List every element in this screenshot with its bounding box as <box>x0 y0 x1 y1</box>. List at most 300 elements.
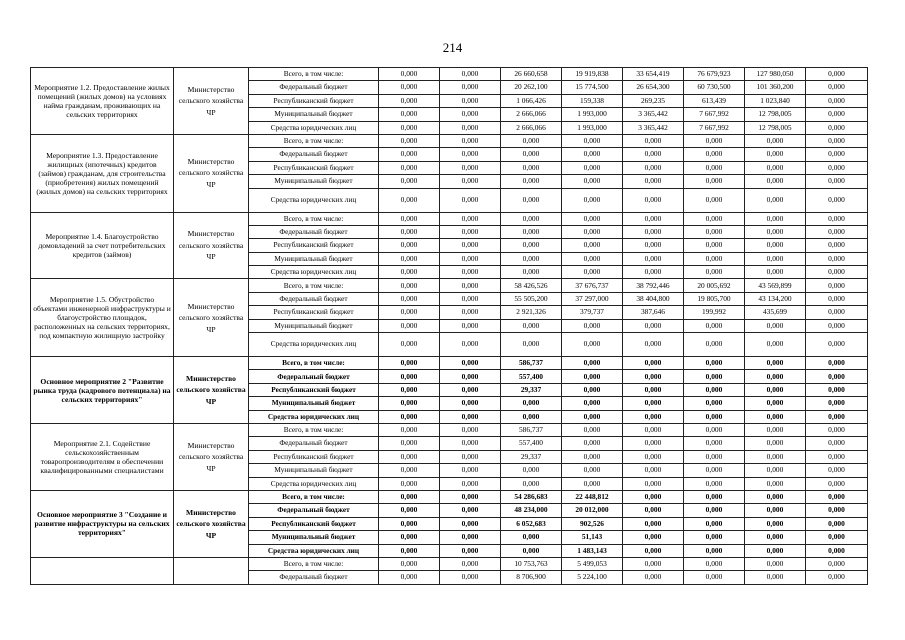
amount-cell: 379,737 <box>562 306 623 319</box>
amount-cell: 557,400 <box>501 437 562 450</box>
amount-cell: 0,000 <box>379 397 440 410</box>
amount-cell: 0,000 <box>440 333 501 357</box>
funding-source-cell: Всего, в том числе: <box>249 557 379 570</box>
amount-cell: 0,000 <box>379 531 440 544</box>
amount-cell: 435,699 <box>745 306 806 319</box>
amount-cell: 0,000 <box>745 477 806 490</box>
amount-cell: 0,000 <box>440 68 501 81</box>
funding-source-cell: Средства юридических лиц <box>249 266 379 279</box>
amount-cell: 0,000 <box>745 517 806 530</box>
amount-cell: 26 654,300 <box>623 81 684 94</box>
funding-source-cell: Федеральный бюджет <box>249 437 379 450</box>
amount-cell: 0,000 <box>623 571 684 584</box>
table-row <box>31 68 868 81</box>
amount-cell: 0,000 <box>806 306 868 319</box>
executor-cell: Министерство сельского хозяйства ЧР <box>174 212 249 279</box>
funding-source-cell: Средства юридических лиц <box>249 544 379 557</box>
amount-cell: 55 505,200 <box>501 292 562 305</box>
amount-cell: 7 667,992 <box>684 108 745 121</box>
amount-cell: 0,000 <box>440 225 501 238</box>
amount-cell: 0,000 <box>745 148 806 161</box>
amount-cell: 0,000 <box>440 161 501 174</box>
amount-cell: 0,000 <box>623 557 684 570</box>
funding-source-cell: Муниципальный бюджет <box>249 397 379 410</box>
amount-cell: 0,000 <box>684 450 745 463</box>
amount-cell: 0,000 <box>501 175 562 188</box>
amount-cell: 0,000 <box>440 423 501 436</box>
amount-cell: 0,000 <box>623 517 684 530</box>
amount-cell: 0,000 <box>684 437 745 450</box>
amount-cell: 0,000 <box>745 450 806 463</box>
amount-cell: 0,000 <box>806 397 868 410</box>
amount-cell: 0,000 <box>379 504 440 517</box>
amount-cell: 0,000 <box>806 212 868 225</box>
amount-cell: 0,000 <box>623 225 684 238</box>
amount-cell: 0,000 <box>379 134 440 147</box>
amount-cell: 20 262,100 <box>501 81 562 94</box>
amount-cell: 0,000 <box>379 279 440 292</box>
amount-cell: 0,000 <box>501 333 562 357</box>
amount-cell: 0,000 <box>379 544 440 557</box>
amount-cell: 0,000 <box>440 306 501 319</box>
funding-source-cell: Республиканский бюджет <box>249 94 379 107</box>
amount-cell: 0,000 <box>501 239 562 252</box>
amount-cell: 269,235 <box>623 94 684 107</box>
amount-cell: 0,000 <box>745 319 806 332</box>
table-row <box>31 557 868 570</box>
amount-cell: 0,000 <box>806 333 868 357</box>
amount-cell: 0,000 <box>501 148 562 161</box>
funding-source-cell: Муниципальный бюджет <box>249 108 379 121</box>
amount-cell: 0,000 <box>379 212 440 225</box>
amount-cell: 10 753,763 <box>501 557 562 570</box>
amount-cell: 0,000 <box>501 319 562 332</box>
amount-cell: 0,000 <box>379 68 440 81</box>
amount-cell: 0,000 <box>501 544 562 557</box>
amount-cell: 0,000 <box>623 333 684 357</box>
amount-cell: 1 023,840 <box>745 94 806 107</box>
amount-cell: 3 365,442 <box>623 121 684 134</box>
amount-cell: 0,000 <box>806 292 868 305</box>
executor-cell <box>174 557 249 584</box>
amount-cell: 0,000 <box>379 239 440 252</box>
amount-cell: 5 224,100 <box>562 571 623 584</box>
amount-cell: 0,000 <box>745 161 806 174</box>
amount-cell: 0,000 <box>684 370 745 383</box>
amount-cell: 0,000 <box>440 544 501 557</box>
amount-cell: 0,000 <box>440 94 501 107</box>
funding-source-cell: Всего, в том числе: <box>249 490 379 503</box>
event-name-cell: Мероприятие 1.2. Предоставление жилых помещений (жилых домов) на условиях найма гражданам, проживающих на сельских территориях <box>31 68 174 135</box>
amount-cell: 0,000 <box>806 357 868 370</box>
funding-source-cell: Средства юридических лиц <box>249 477 379 490</box>
amount-cell: 29,337 <box>501 383 562 396</box>
funding-source-cell: Федеральный бюджет <box>249 292 379 305</box>
amount-cell: 0,000 <box>562 319 623 332</box>
amount-cell: 0,000 <box>562 423 623 436</box>
amount-cell: 0,000 <box>440 108 501 121</box>
amount-cell: 0,000 <box>806 175 868 188</box>
amount-cell: 0,000 <box>440 477 501 490</box>
amount-cell: 0,000 <box>806 134 868 147</box>
funding-source-cell: Федеральный бюджет <box>249 148 379 161</box>
amount-cell: 0,000 <box>379 121 440 134</box>
amount-cell: 0,000 <box>745 423 806 436</box>
funding-source-cell: Всего, в том числе: <box>249 279 379 292</box>
amount-cell: 0,000 <box>440 490 501 503</box>
amount-cell: 0,000 <box>623 383 684 396</box>
amount-cell: 0,000 <box>440 319 501 332</box>
executor-cell: Министерство сельского хозяйства ЧР <box>174 134 249 212</box>
amount-cell: 0,000 <box>806 517 868 530</box>
amount-cell: 0,000 <box>745 464 806 477</box>
amount-cell: 557,400 <box>501 370 562 383</box>
amount-cell: 0,000 <box>562 266 623 279</box>
table-row <box>31 357 868 370</box>
amount-cell: 0,000 <box>562 212 623 225</box>
amount-cell: 0,000 <box>745 557 806 570</box>
amount-cell: 0,000 <box>806 252 868 265</box>
amount-cell: 0,000 <box>379 517 440 530</box>
amount-cell: 0,000 <box>745 490 806 503</box>
amount-cell: 0,000 <box>562 333 623 357</box>
amount-cell: 0,000 <box>623 490 684 503</box>
amount-cell: 29,337 <box>501 450 562 463</box>
amount-cell: 0,000 <box>806 437 868 450</box>
amount-cell: 1 993,000 <box>562 108 623 121</box>
amount-cell: 0,000 <box>440 437 501 450</box>
amount-cell: 0,000 <box>440 212 501 225</box>
amount-cell: 0,000 <box>440 81 501 94</box>
amount-cell: 0,000 <box>379 94 440 107</box>
amount-cell: 0,000 <box>806 383 868 396</box>
amount-cell: 0,000 <box>745 188 806 212</box>
amount-cell: 0,000 <box>745 504 806 517</box>
amount-cell: 0,000 <box>684 397 745 410</box>
amount-cell: 0,000 <box>501 161 562 174</box>
amount-cell: 0,000 <box>623 504 684 517</box>
amount-cell: 0,000 <box>440 279 501 292</box>
amount-cell: 0,000 <box>379 410 440 423</box>
amount-cell: 12 798,005 <box>745 108 806 121</box>
amount-cell: 0,000 <box>562 175 623 188</box>
amount-cell: 0,000 <box>623 161 684 174</box>
amount-cell: 0,000 <box>501 531 562 544</box>
amount-cell: 0,000 <box>684 464 745 477</box>
amount-cell: 0,000 <box>684 571 745 584</box>
funding-source-cell: Средства юридических лиц <box>249 188 379 212</box>
executor-cell: Министерство сельского хозяйства ЧР <box>174 357 249 424</box>
funding-source-cell: Средства юридических лиц <box>249 333 379 357</box>
amount-cell: 0,000 <box>379 437 440 450</box>
funding-source-cell: Муниципальный бюджет <box>249 319 379 332</box>
amount-cell: 0,000 <box>684 225 745 238</box>
amount-cell: 5 499,053 <box>562 557 623 570</box>
amount-cell: 0,000 <box>623 148 684 161</box>
funding-source-cell: Республиканский бюджет <box>249 450 379 463</box>
amount-cell: 0,000 <box>379 333 440 357</box>
amount-cell: 0,000 <box>379 188 440 212</box>
amount-cell: 387,646 <box>623 306 684 319</box>
event-name-cell: Основное мероприятие 2 "Развитие рынка труда (кадрового потенциала) на сельских территориях" <box>31 357 174 424</box>
amount-cell: 0,000 <box>684 252 745 265</box>
amount-cell: 0,000 <box>562 225 623 238</box>
funding-source-cell: Всего, в том числе: <box>249 68 379 81</box>
amount-cell: 0,000 <box>440 517 501 530</box>
amount-cell: 0,000 <box>806 370 868 383</box>
amount-cell: 2 921,326 <box>501 306 562 319</box>
amount-cell: 0,000 <box>379 306 440 319</box>
amount-cell: 0,000 <box>501 225 562 238</box>
amount-cell: 0,000 <box>684 212 745 225</box>
amount-cell: 0,000 <box>684 410 745 423</box>
funding-source-cell: Республиканский бюджет <box>249 161 379 174</box>
amount-cell: 0,000 <box>379 175 440 188</box>
amount-cell: 0,000 <box>806 148 868 161</box>
amount-cell: 19 919,838 <box>562 68 623 81</box>
amount-cell: 48 234,000 <box>501 504 562 517</box>
amount-cell: 0,000 <box>379 357 440 370</box>
amount-cell: 7 667,992 <box>684 121 745 134</box>
amount-cell: 0,000 <box>684 544 745 557</box>
amount-cell: 0,000 <box>806 557 868 570</box>
amount-cell: 0,000 <box>379 81 440 94</box>
amount-cell: 12 798,005 <box>745 121 806 134</box>
page-number: 214 <box>442 40 463 55</box>
event-name-cell: Мероприятие 2.1. Содействие сельскохозяйственным товаропроизводителям в обеспечении квалифицированными специалистами <box>31 423 174 490</box>
amount-cell: 0,000 <box>745 225 806 238</box>
amount-cell: 0,000 <box>684 148 745 161</box>
event-name-cell: Мероприятие 1.4. Благоустройство домовладений за счет потребительских кредитов (займов) <box>31 212 174 279</box>
amount-cell: 0,000 <box>440 121 501 134</box>
amount-cell: 0,000 <box>684 175 745 188</box>
amount-cell: 2 666,066 <box>501 121 562 134</box>
amount-cell: 0,000 <box>806 450 868 463</box>
amount-cell: 38 404,800 <box>623 292 684 305</box>
amount-cell: 199,992 <box>684 306 745 319</box>
executor-cell: Министерство сельского хозяйства ЧР <box>174 68 249 135</box>
amount-cell: 0,000 <box>745 134 806 147</box>
event-name-cell <box>31 557 174 584</box>
funding-source-cell: Всего, в том числе: <box>249 357 379 370</box>
amount-cell: 0,000 <box>440 148 501 161</box>
amount-cell: 0,000 <box>379 383 440 396</box>
amount-cell: 0,000 <box>379 148 440 161</box>
table-row <box>31 279 868 292</box>
amount-cell: 0,000 <box>623 319 684 332</box>
amount-cell: 0,000 <box>806 121 868 134</box>
amount-cell: 0,000 <box>440 134 501 147</box>
amount-cell: 0,000 <box>623 212 684 225</box>
amount-cell: 0,000 <box>623 397 684 410</box>
amount-cell: 0,000 <box>745 531 806 544</box>
amount-cell: 0,000 <box>684 134 745 147</box>
amount-cell: 0,000 <box>440 175 501 188</box>
amount-cell: 0,000 <box>623 464 684 477</box>
amount-cell: 1 993,000 <box>562 121 623 134</box>
amount-cell: 0,000 <box>745 175 806 188</box>
amount-cell: 0,000 <box>806 464 868 477</box>
amount-cell: 0,000 <box>623 134 684 147</box>
amount-cell: 0,000 <box>379 266 440 279</box>
amount-cell: 127 980,050 <box>745 68 806 81</box>
funding-source-cell: Средства юридических лиц <box>249 410 379 423</box>
amount-cell: 43 569,899 <box>745 279 806 292</box>
amount-cell: 22 448,812 <box>562 490 623 503</box>
amount-cell: 0,000 <box>562 464 623 477</box>
amount-cell: 0,000 <box>379 490 440 503</box>
amount-cell: 0,000 <box>745 437 806 450</box>
event-name-cell: Мероприятие 1.5. Обустройство объектами инженерной инфраструктуры и благоустройство площадок, расположенных на сельских территориях, под компактную жилищную застройку <box>31 279 174 357</box>
amount-cell: 0,000 <box>745 370 806 383</box>
amount-cell: 0,000 <box>623 450 684 463</box>
amount-cell: 0,000 <box>379 464 440 477</box>
amount-cell: 0,000 <box>379 161 440 174</box>
amount-cell: 15 774,500 <box>562 81 623 94</box>
funding-source-cell: Всего, в том числе: <box>249 134 379 147</box>
amount-cell: 0,000 <box>745 383 806 396</box>
amount-cell: 0,000 <box>379 252 440 265</box>
amount-cell: 0,000 <box>440 266 501 279</box>
amount-cell: 0,000 <box>806 279 868 292</box>
amount-cell: 0,000 <box>745 212 806 225</box>
amount-cell: 0,000 <box>684 319 745 332</box>
amount-cell: 3 365,442 <box>623 108 684 121</box>
amount-cell: 0,000 <box>562 370 623 383</box>
amount-cell: 0,000 <box>623 544 684 557</box>
event-name-cell: Основное мероприятие 3 "Создание и развитие инфраструктуры на сельских территориях" <box>31 490 174 557</box>
amount-cell: 37 676,737 <box>562 279 623 292</box>
table-body <box>31 68 868 585</box>
amount-cell: 6 052,683 <box>501 517 562 530</box>
amount-cell: 60 730,500 <box>684 81 745 94</box>
amount-cell: 0,000 <box>379 225 440 238</box>
amount-cell: 0,000 <box>806 81 868 94</box>
table-row <box>31 134 868 147</box>
funding-source-cell: Республиканский бюджет <box>249 383 379 396</box>
funding-source-cell: Средства юридических лиц <box>249 121 379 134</box>
amount-cell: 51,143 <box>562 531 623 544</box>
amount-cell: 2 666,066 <box>501 108 562 121</box>
amount-cell: 0,000 <box>562 161 623 174</box>
table-row <box>31 490 868 503</box>
amount-cell: 0,000 <box>745 571 806 584</box>
amount-cell: 0,000 <box>440 450 501 463</box>
amount-cell: 0,000 <box>623 175 684 188</box>
amount-cell: 0,000 <box>562 134 623 147</box>
amount-cell: 0,000 <box>440 252 501 265</box>
amount-cell: 0,000 <box>623 410 684 423</box>
funding-source-cell: Республиканский бюджет <box>249 517 379 530</box>
amount-cell: 0,000 <box>806 544 868 557</box>
funding-source-cell: Федеральный бюджет <box>249 571 379 584</box>
amount-cell: 0,000 <box>562 148 623 161</box>
amount-cell: 0,000 <box>745 397 806 410</box>
amount-cell: 0,000 <box>440 239 501 252</box>
amount-cell: 0,000 <box>684 477 745 490</box>
amount-cell: 0,000 <box>684 490 745 503</box>
amount-cell: 0,000 <box>806 319 868 332</box>
amount-cell: 0,000 <box>501 397 562 410</box>
amount-cell: 0,000 <box>440 370 501 383</box>
amount-cell: 0,000 <box>562 383 623 396</box>
amount-cell: 0,000 <box>623 239 684 252</box>
amount-cell: 20 012,000 <box>562 504 623 517</box>
amount-cell: 58 426,526 <box>501 279 562 292</box>
funding-source-cell: Муниципальный бюджет <box>249 531 379 544</box>
amount-cell: 0,000 <box>806 490 868 503</box>
event-name-cell: Мероприятие 1.3. Предоставление жилищных (ипотечных) кредитов (займов) гражданам, для строительства (приобретения) жилых помещений (жилых домов) на сельских территориях <box>31 134 174 212</box>
amount-cell: 0,000 <box>440 188 501 212</box>
amount-cell: 0,000 <box>684 239 745 252</box>
amount-cell: 613,439 <box>684 94 745 107</box>
amount-cell: 0,000 <box>806 504 868 517</box>
amount-cell: 0,000 <box>501 410 562 423</box>
amount-cell: 0,000 <box>623 423 684 436</box>
amount-cell: 0,000 <box>684 423 745 436</box>
amount-cell: 0,000 <box>623 266 684 279</box>
amount-cell: 0,000 <box>440 383 501 396</box>
amount-cell: 0,000 <box>501 134 562 147</box>
amount-cell: 0,000 <box>684 161 745 174</box>
amount-cell: 0,000 <box>501 266 562 279</box>
funding-source-cell: Федеральный бюджет <box>249 225 379 238</box>
amount-cell: 0,000 <box>806 571 868 584</box>
amount-cell: 0,000 <box>806 161 868 174</box>
amount-cell: 38 792,446 <box>623 279 684 292</box>
budget-table <box>30 67 868 585</box>
amount-cell: 0,000 <box>440 292 501 305</box>
amount-cell: 0,000 <box>379 319 440 332</box>
amount-cell: 0,000 <box>806 266 868 279</box>
amount-cell: 0,000 <box>440 571 501 584</box>
amount-cell: 1 483,143 <box>562 544 623 557</box>
amount-cell: 0,000 <box>501 212 562 225</box>
amount-cell: 0,000 <box>440 357 501 370</box>
amount-cell: 902,526 <box>562 517 623 530</box>
amount-cell: 0,000 <box>684 188 745 212</box>
amount-cell: 0,000 <box>440 557 501 570</box>
amount-cell: 0,000 <box>379 571 440 584</box>
amount-cell: 0,000 <box>562 450 623 463</box>
table-row <box>31 212 868 225</box>
amount-cell: 1 066,426 <box>501 94 562 107</box>
amount-cell: 0,000 <box>806 108 868 121</box>
amount-cell: 0,000 <box>562 239 623 252</box>
amount-cell: 0,000 <box>440 464 501 477</box>
amount-cell: 0,000 <box>440 531 501 544</box>
funding-source-cell: Муниципальный бюджет <box>249 175 379 188</box>
amount-cell: 0,000 <box>623 357 684 370</box>
amount-cell: 0,000 <box>806 68 868 81</box>
amount-cell: 0,000 <box>501 477 562 490</box>
amount-cell: 0,000 <box>684 383 745 396</box>
funding-source-cell: Республиканский бюджет <box>249 306 379 319</box>
amount-cell: 19 805,700 <box>684 292 745 305</box>
amount-cell: 0,000 <box>806 477 868 490</box>
amount-cell: 0,000 <box>562 410 623 423</box>
amount-cell: 0,000 <box>684 357 745 370</box>
amount-cell: 0,000 <box>623 437 684 450</box>
amount-cell: 586,737 <box>501 423 562 436</box>
amount-cell: 0,000 <box>806 94 868 107</box>
amount-cell: 0,000 <box>501 252 562 265</box>
amount-cell: 0,000 <box>501 464 562 477</box>
amount-cell: 0,000 <box>806 410 868 423</box>
amount-cell: 0,000 <box>745 239 806 252</box>
amount-cell: 0,000 <box>623 477 684 490</box>
funding-source-cell: Федеральный бюджет <box>249 81 379 94</box>
